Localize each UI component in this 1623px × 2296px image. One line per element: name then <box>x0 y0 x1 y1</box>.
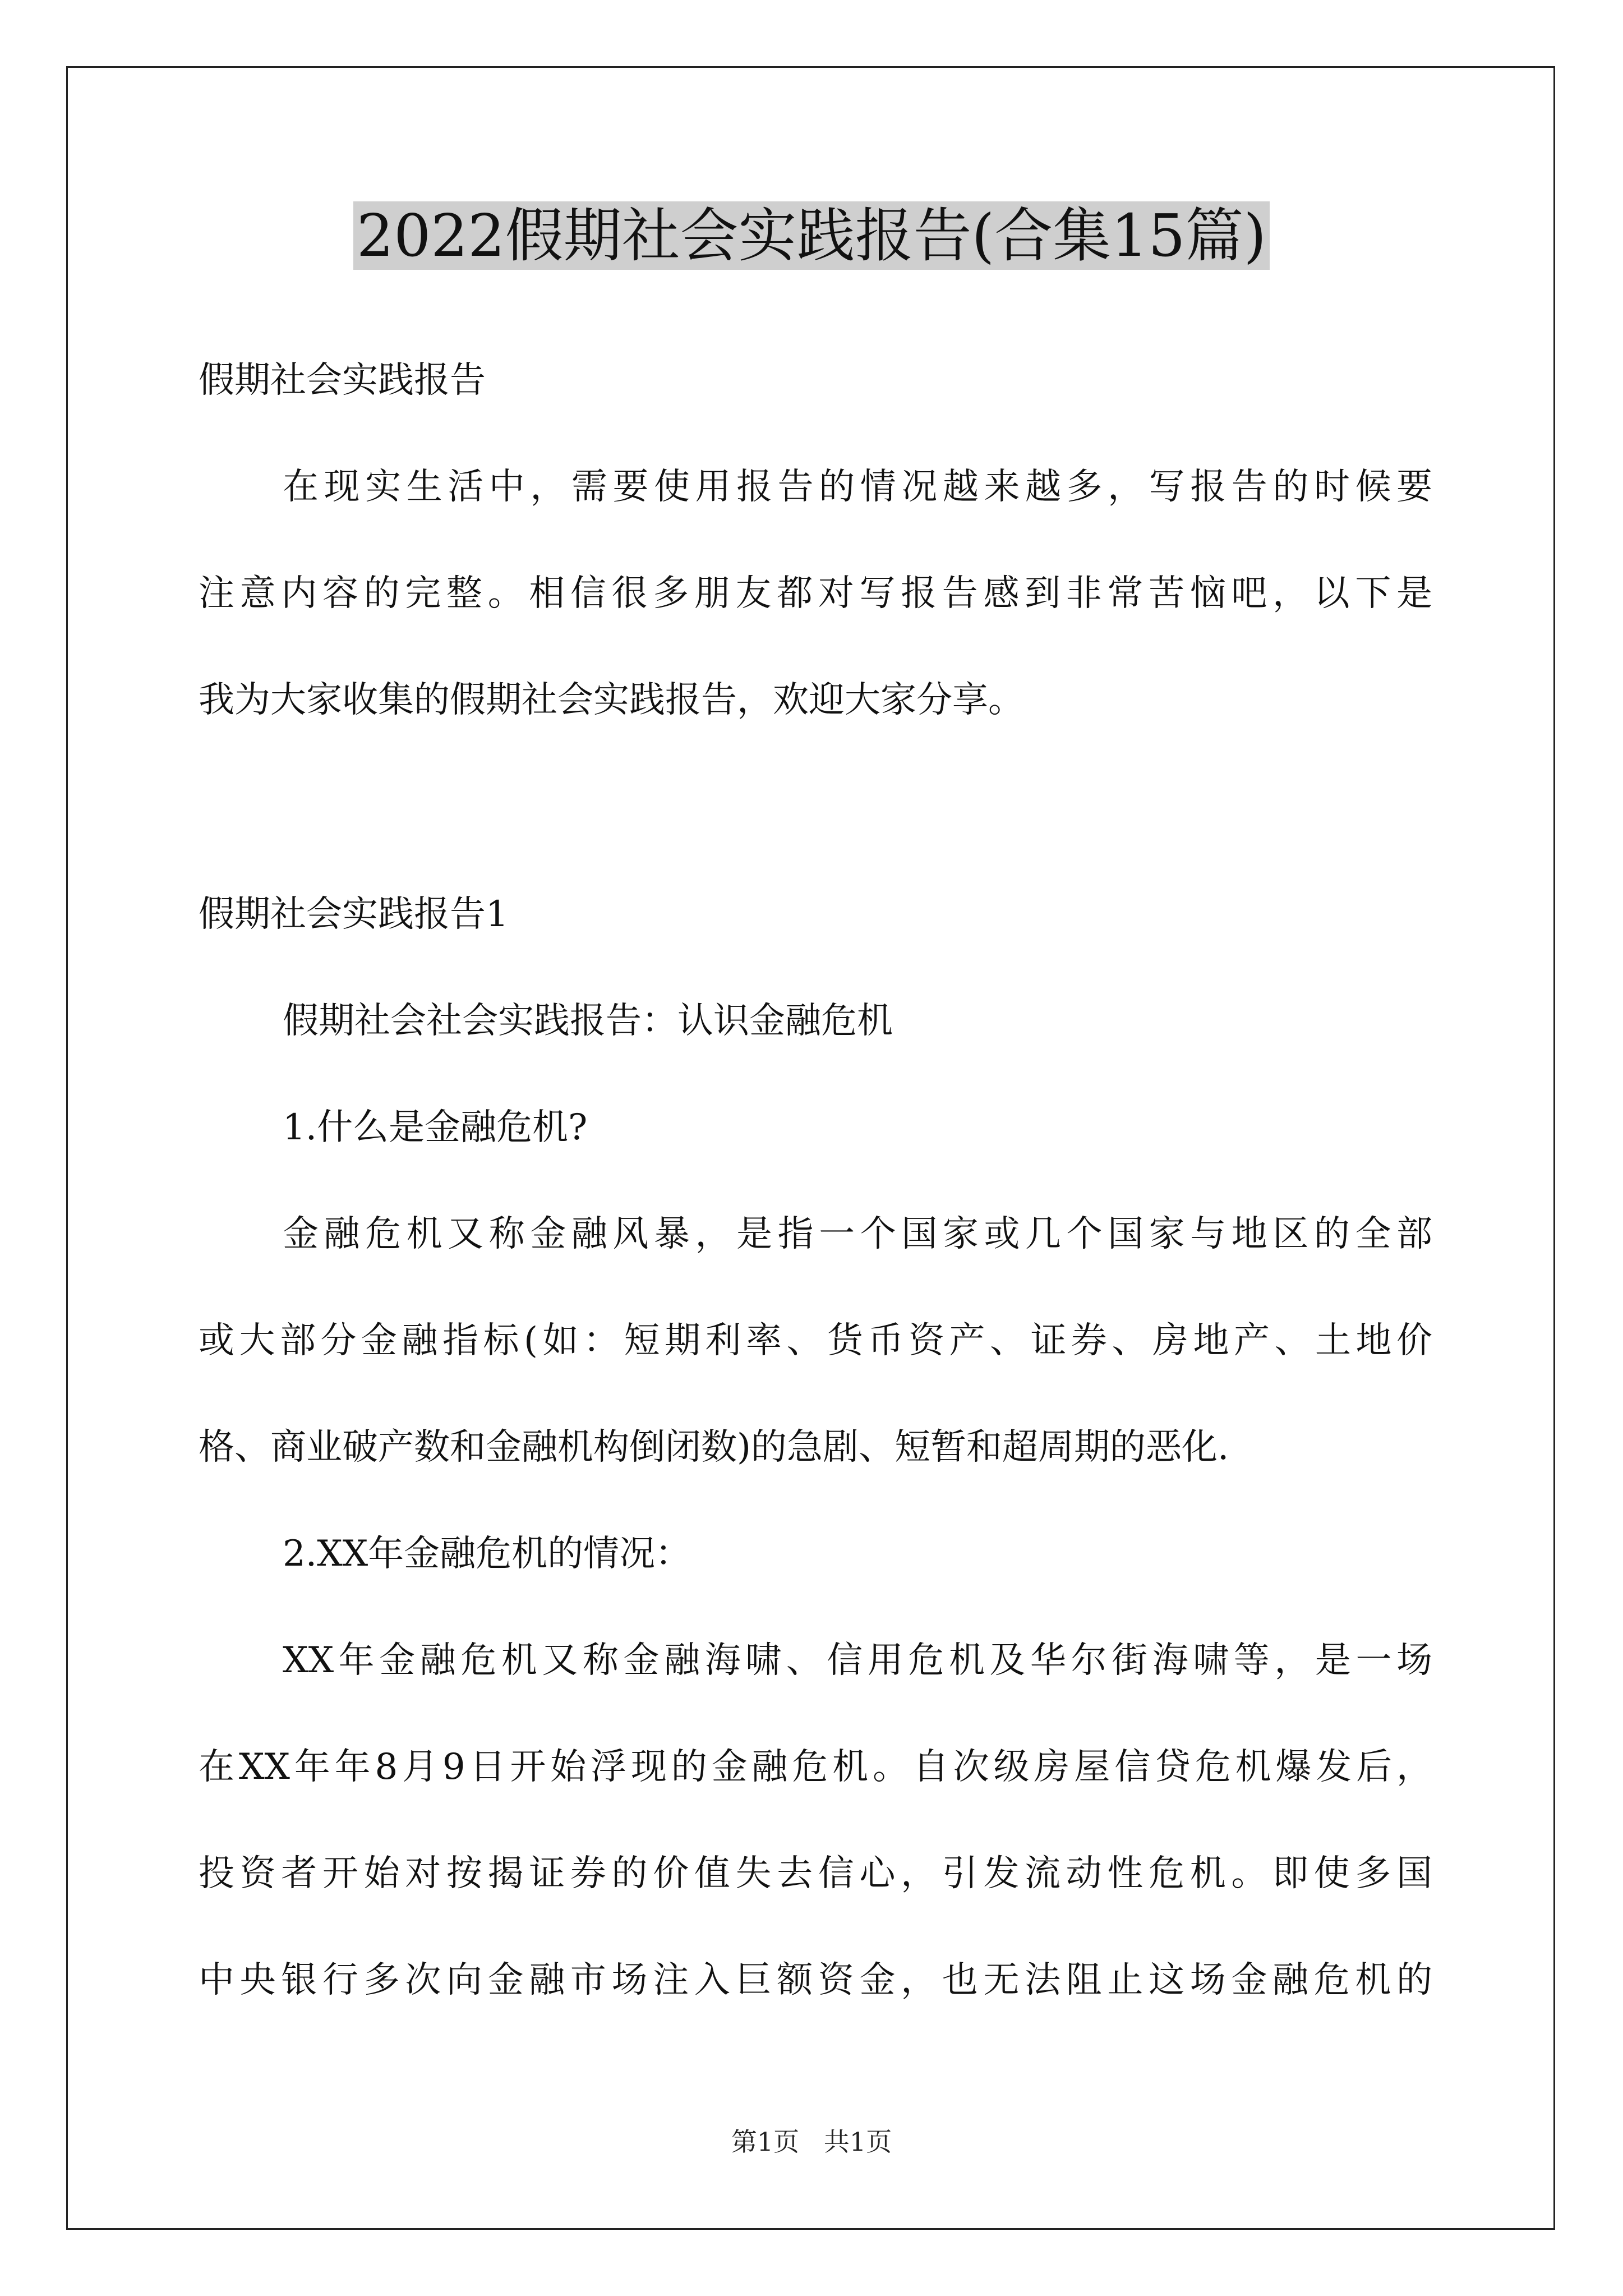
page-footer <box>0 2125 1623 2159</box>
section-subtitle: 假期社会社会实践报告：认识金融危机 <box>283 1000 893 1042</box>
document-title <box>0 196 1623 275</box>
paragraph-2-line-4: 中央银行多次向金融市场注入巨额资金，也无法阻止这场金融危机的 <box>199 1959 1432 2001</box>
section-heading-1: 假期社会实践报告1 <box>199 894 509 935</box>
paragraph-1-line-3: 格、商业破产数和金融机构倒闭数)的急剧、短暂和超周期的恶化. <box>199 1427 1229 1468</box>
question-2: 2.XX年金融危机的情况： <box>283 1533 691 1575</box>
paragraph-1-line-2: 或大部分金融指标(如：短期利率、货币资产、证券、房地产、土地价 <box>199 1320 1432 1361</box>
paragraph-2-line-3: 投资者开始对按揭证券的价值失去信心，引发流动性危机。即使多国 <box>199 1853 1432 1894</box>
page-number: 第1页 共1页 <box>731 2127 892 2157</box>
paragraph-2-line-1: XX年金融危机又称金融海啸、信用危机及华尔街海啸等，是一场 <box>283 1640 1432 1681</box>
intro-line-1: 在现实生活中，需要使用报告的情况越来越多，写报告的时候要 <box>283 466 1432 508</box>
intro-line-2: 注意内容的完整。相信很多朋友都对写报告感到非常苦恼吧，以下是 <box>199 573 1432 614</box>
question-1: 1.什么是金融危机? <box>283 1107 588 1148</box>
paragraph-2-line-2: 在XX年年8月9日开始浮现的金融危机。自次级房屋信贷危机爆发后， <box>199 1746 1432 1788</box>
section-heading-main: 假期社会实践报告 <box>199 360 486 401</box>
intro-line-3: 我为大家收集的假期社会实践报告，欢迎大家分享。 <box>199 679 1024 721</box>
document-title-text: 2022假期社会实践报告(合集15篇) <box>353 201 1270 270</box>
paragraph-1-line-1: 金融危机又称金融风暴，是指一个国家或几个国家与地区的全部 <box>283 1213 1432 1255</box>
